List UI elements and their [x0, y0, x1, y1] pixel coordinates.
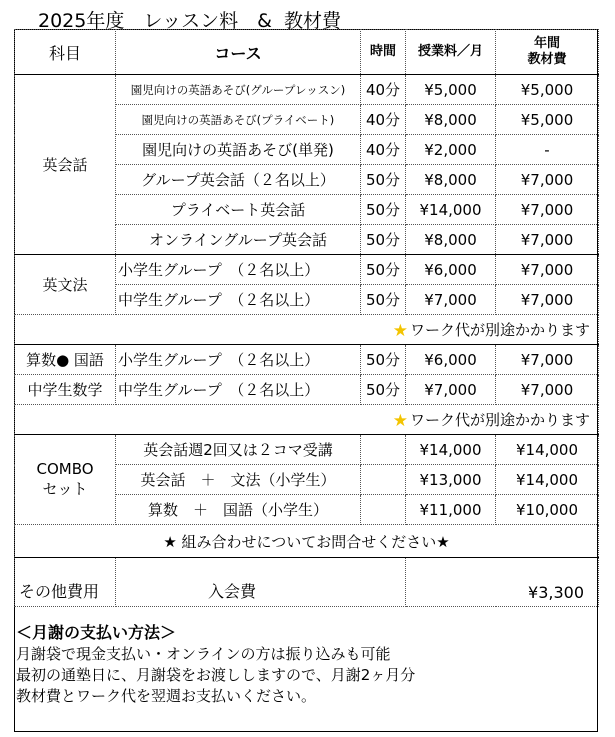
course-fee: ¥5,000 [406, 75, 496, 105]
course-material: ¥7,000 [496, 345, 599, 375]
combo-label-line2: セット [42, 480, 88, 498]
payment-line: 最初の通塾日に、月謝袋をお渡ししますので、月謝2ヶ月分 [16, 666, 416, 684]
enrollment-fee-label: 入会費 [116, 558, 406, 607]
course-material: ¥7,000 [496, 225, 599, 255]
course-fee: ¥14,000 [406, 195, 496, 225]
course-time: 50分 [361, 255, 406, 285]
fee-table [14, 29, 599, 607]
course-material: ¥14,000 [496, 435, 599, 465]
page-title: 2025年度 レッスン料 & 教材費 [38, 10, 342, 32]
subject-math-japanese: 算数● 国語 [15, 345, 116, 375]
star-icon: ★ [392, 320, 408, 341]
header-course: コース [116, 30, 361, 75]
table-row [15, 435, 599, 465]
payment-method-section [16, 622, 586, 707]
course-fee: ¥14,000 [406, 435, 496, 465]
course-name: 園児向けの英語あそび(単発) [116, 135, 361, 165]
subject-jhs-math: 中学生数学 [15, 375, 116, 405]
course-name: プライベート英会話 [116, 195, 361, 225]
course-name: 小学生グループ （２名以上） [116, 255, 361, 285]
payment-method-title: ＜月謝の支払い方法＞ [16, 623, 177, 642]
other-fees-label: その他費用 [15, 558, 116, 607]
header-fee: 授業料／月 [406, 30, 496, 75]
combo-note: ★ 組み合わせについてお問合せください★ [15, 525, 599, 558]
star-icon: ★ [392, 410, 408, 431]
course-fee: ¥8,000 [406, 225, 496, 255]
course-time [361, 465, 406, 495]
note-row [15, 405, 599, 435]
course-time: 50分 [361, 375, 406, 405]
header-material-line2: 教材費 [527, 52, 567, 67]
course-material: ¥5,000 [496, 105, 599, 135]
course-time: 40分 [361, 135, 406, 165]
course-name: 中学生グループ （２名以上） [116, 285, 361, 315]
course-time: 50分 [361, 195, 406, 225]
course-time: 40分 [361, 105, 406, 135]
table-row [15, 375, 599, 405]
course-material: ¥7,000 [496, 165, 599, 195]
header-material-line1: 年間 [533, 36, 560, 51]
header-time: 時間 [361, 30, 406, 75]
course-name: オンライングループ英会話 [116, 225, 361, 255]
course-name: 園児向けの英語あそび(プライベート) [116, 105, 361, 135]
course-fee: ¥11,000 [406, 495, 496, 525]
course-material: ¥14,000 [496, 465, 599, 495]
course-fee: ¥6,000 [406, 255, 496, 285]
course-fee: ¥2,000 [406, 135, 496, 165]
payment-line: 教材費とワーク代を翌週お支払いください。 [16, 687, 317, 705]
course-name: 英会話 ＋ 文法（小学生） [116, 465, 361, 495]
course-name: 英会話週2回又は２コマ受講 [116, 435, 361, 465]
course-material: ¥7,000 [496, 255, 599, 285]
course-time [361, 435, 406, 465]
table-row [15, 558, 599, 607]
course-fee: ¥13,000 [406, 465, 496, 495]
course-fee: ¥6,000 [406, 345, 496, 375]
payment-line: 月謝袋で現金支払い・オンラインの方は振り込みも可能 [16, 645, 391, 663]
course-fee: ¥8,000 [406, 105, 496, 135]
course-name: 小学生グループ （２名以上） [116, 345, 361, 375]
math-note [15, 405, 599, 435]
combo-label-line1: COMBO [36, 460, 94, 478]
course-time [361, 495, 406, 525]
math-note-text: ワーク代が別途かかります [409, 410, 590, 429]
course-fee: ¥7,000 [406, 285, 496, 315]
table-row [15, 75, 599, 105]
note-row [15, 315, 599, 345]
table-row [15, 255, 599, 285]
course-fee: ¥8,000 [406, 165, 496, 195]
subject-grammar: 英文法 [15, 255, 116, 315]
course-name: 中学生グループ （２名以上） [116, 375, 361, 405]
grammar-note [15, 315, 599, 345]
note-row [15, 525, 599, 558]
course-name: グループ英会話（２名以上） [116, 165, 361, 195]
course-material: ¥7,000 [496, 195, 599, 225]
subject-english: 英会話 [15, 75, 116, 255]
course-time: 50分 [361, 345, 406, 375]
course-time: 50分 [361, 285, 406, 315]
course-material: - [496, 135, 599, 165]
course-material: ¥7,000 [496, 285, 599, 315]
table-header-row [15, 30, 599, 75]
course-material: ¥7,000 [496, 375, 599, 405]
table-row [15, 345, 599, 375]
header-material [496, 30, 599, 75]
subject-combo [15, 435, 116, 525]
course-time: 40分 [361, 75, 406, 105]
course-time: 50分 [361, 165, 406, 195]
course-material: ¥10,000 [496, 495, 599, 525]
header-subject: 科目 [15, 30, 116, 75]
course-time: 50分 [361, 225, 406, 255]
course-fee: ¥7,000 [406, 375, 496, 405]
course-material: ¥5,000 [496, 75, 599, 105]
course-name: 算数 ＋ 国語（小学生） [116, 495, 361, 525]
grammar-note-text: ワーク代が別途かかります [409, 320, 590, 339]
course-name: 園児向けの英語あそび(グループレッスン) [116, 75, 361, 105]
enrollment-fee-amount: ¥3,300 [406, 558, 599, 607]
